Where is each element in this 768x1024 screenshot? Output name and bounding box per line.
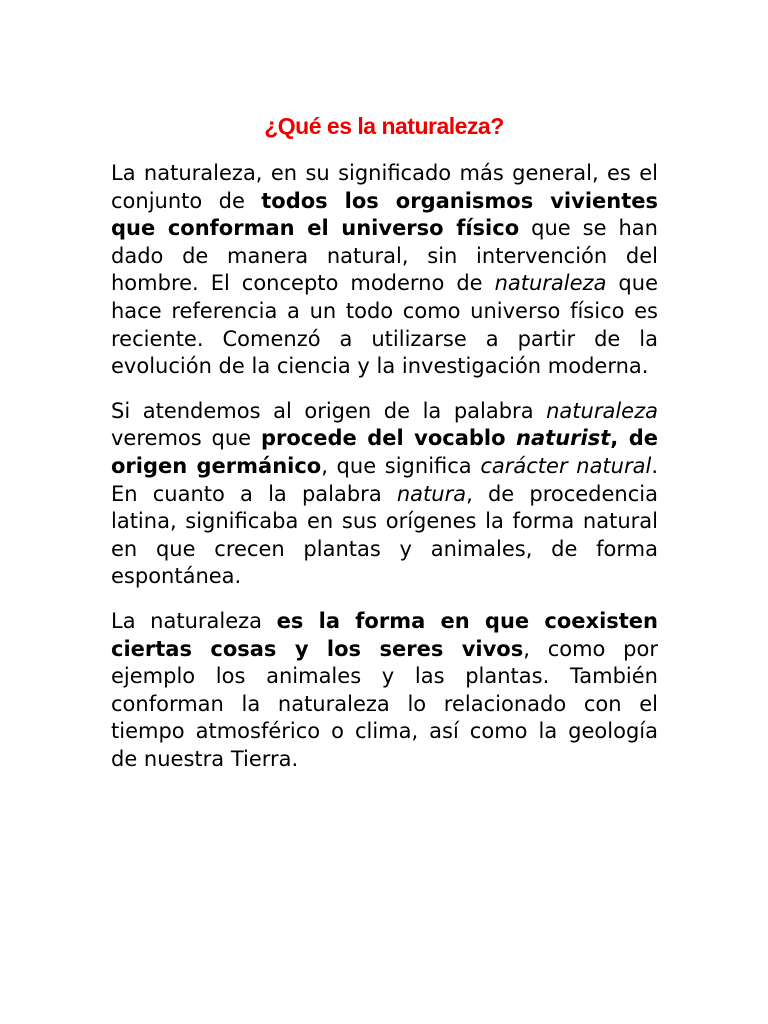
text-run-bold: , de origen germánico: [111, 426, 658, 478]
paragraph-3: [111, 608, 658, 774]
text-run: veremos que: [111, 426, 261, 451]
text-run-bold: todos los organismos vivientes que conforman el universo físico: [111, 188, 658, 241]
text-run-italic: naturaleza: [494, 271, 607, 296]
text-run: , que significa: [321, 453, 481, 478]
text-run: , de procedencia latina, significaba en sus orígenes la forma natural en que crecen plantas y animales, de forma espontánea.: [111, 481, 658, 589]
text-run-bold: es la forma en que coexisten ciertas cosas y los seres vivos: [111, 608, 658, 661]
text-run: Si atendemos al origen de la palabra: [111, 398, 547, 423]
document-body: [111, 160, 658, 790]
text-run: que hace referencia a un todo como universo físico es reciente. Comenzó a utilizarse a partir de la evolución de la ciencia y la investigación moderna.: [111, 271, 658, 379]
text-run-italic: naturaleza: [546, 398, 658, 423]
text-run-bold-italic: naturist: [516, 426, 611, 451]
text-run: , como por ejemplo los animales y las plantas. También conforman la naturaleza lo relacionado con el tiempo atmosférico o clima, así como la geología de nuestra Tierra.: [111, 636, 658, 771]
text-run: . En cuanto a la palabra: [111, 453, 659, 506]
text-run-bold: procede del vocablo: [260, 426, 517, 451]
paragraph-1: [111, 160, 658, 381]
text-run-italic: natura: [396, 481, 467, 506]
text-run: La naturaleza: [111, 608, 277, 633]
text-run: La naturaleza, en su significado más general, es el conjunto de: [111, 161, 658, 213]
document-title: ¿Qué es la naturaleza?: [264, 113, 504, 139]
text-run: que se han dado de manera natural, sin intervención del hombre. El concepto moderno de: [111, 216, 658, 296]
paragraph-2: [111, 398, 658, 591]
text-run-italic: carácter natural: [480, 453, 652, 478]
